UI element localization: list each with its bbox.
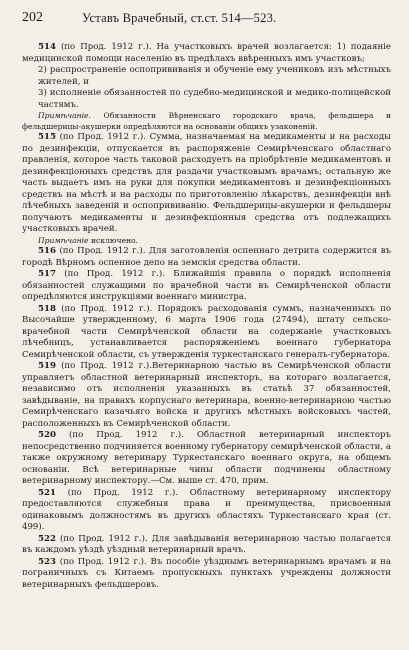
article-516 [22, 246, 391, 269]
running-title: Уставъ Врачебный, ст.ст. 514—523. [82, 11, 277, 25]
article-number: 516 [38, 246, 56, 257]
article-523 [22, 557, 391, 592]
article-521 [22, 488, 391, 534]
article-text: (по Прод. 1912 г.). Ближайшія правила о порядкѣ исполненія обязанностей служащими по врачебной части въ Семирѣченской области опредѣляются инструкціями военнаго министра. [22, 269, 391, 303]
article-text: (по Прод. 1912 г.). Для завѣдыванія ветеринарною частью полагается въ каждомъ уѣздѣ уѣздный ветеринарный врачъ. [22, 533, 391, 556]
article-text: (по Прод. 1912 г.). Сумма, назначаемая на медикаменты и на расходы по дезинфекціи, отпускается въ распоряженіе Семирѣченскаго областнаго правленія, которое часть таковой расходуетъ на пріобрѣтеніе медикаментовъ и дезинфекціонныхъ средствъ для раздачи участковымъ врачамъ; остальную же часть выдаетъ имъ на руки для покупки медикаментовъ и дезинфекціонныхъ средствъ на мѣстѣ и на расходы по приготовленію лѣкарствъ, дезинфекціи внѣ лѣчебныхъ заведеній и оспопрививанію. Фельдшерицы-акушерки и фельдшеры получаютъ медикаменты и дезинфекціонныя средства отъ подлежащихъ участковыхъ врачей. [22, 132, 391, 235]
article-514 [22, 42, 391, 65]
document-body [22, 42, 391, 591]
article-520 [22, 430, 391, 488]
article-text: 3) исполненіе обязанностей по судебно-медицинской и медико-полицейской частямъ. [38, 88, 391, 110]
article-text: (по Прод. 1912 г.). Порядокъ расходованія суммъ, назначенныхъ по Высочайше утвержденному, 6 марта 1906 года (27494), штату сельско-врачебной части Семирѣченской области на содержаніе участковыхъ лѣчебницъ, устанавливается распоряженіемъ военнаго губернатора Семирѣченской области, съ утвержденія туркестанскаго генералъ-губернатора. [22, 303, 391, 360]
article-number: 515 [38, 132, 56, 143]
article-number: 523 [38, 556, 56, 567]
article-number: 522 [38, 533, 56, 544]
article-517 [22, 269, 391, 304]
article-number: 514 [38, 42, 56, 52]
article-number: 520 [38, 430, 56, 441]
article-text: (по Прод. 1912 г.). Областному ветеринарному инспектору предоставляются служебныя права и преимущества, присвоенныя одинаковымъ должностямъ въ другихъ областяхъ Туркестанскаго края (ст. 499). [22, 487, 391, 533]
article-number: 519 [38, 361, 56, 372]
article-514-item-2 [22, 65, 391, 88]
article-518 [22, 304, 391, 362]
article-number: 518 [38, 303, 56, 314]
note-label: Примѣчаніе [38, 235, 89, 245]
article-519 [22, 361, 391, 430]
article-number: 517 [38, 269, 56, 280]
page-number: 202 [22, 10, 43, 25]
article-522 [22, 534, 391, 557]
note-text: исключено. [90, 235, 139, 245]
article-515-note [22, 236, 391, 247]
note-text: Обязанности Вѣрненскаго городскаго врача, фельдшера и фельдшерицы-акушерки опредѣляются на основаніи общихъ узаконеній. [22, 111, 392, 131]
article-text: (по Прод. 1912 г.). Для заготовленія оспеннаго детрита содержится въ городѣ Вѣрномъ оспенное депо на земскія средства области. [22, 246, 392, 268]
article-number: 521 [38, 487, 56, 498]
article-text: (по Прод. 1912 г.).Ветеринарною частью въ Семирѣченской области управляетъ областной ветеринарный инспекторъ, на котораго возлагается, независимо отъ исполненія указанныхъ въ статьѣ 37 обязанностей, завѣдываніе, на правахъ корпуснаго ветеринара, военно-ветеринарною частью Семирѣченскаго казачьяго войска и другихъ мѣстныхъ войсковыхъ частей, расположенныхъ въ Семирѣченской области. [22, 361, 391, 429]
article-text: 2) распространеніе оспопрививанія и обученіе ему учениковъ изъ мѣстныхъ жителей, и [38, 65, 391, 87]
note-label: Примѣчаніе. [38, 111, 91, 120]
article-515 [22, 132, 391, 236]
article-514-item-3 [22, 88, 391, 111]
article-text: (по Прод. 1912 г.). Въ пособіе уѣзднымъ ветеринарнымъ врачамъ и на пограничныхъ съ Китаемъ пропускныхъ пунктахъ учреждены должности ветеринарныхъ фельдшеровъ. [22, 556, 391, 590]
page-header [22, 6, 391, 30]
article-514-note [22, 111, 391, 132]
article-text: (по Прод. 1912 г.). Областной ветеринарный инспекторъ непосредственно подчиняется военному губернатору семирѣченской области, а также окружному ветеринару Туркестанскаго военнаго округа, на общемъ основаніи. Всѣ ветеринарные чины области подчинены областному ветеринарному инспектору.—См. выше ст. 470, прим. [22, 430, 391, 487]
article-text: (по Прод. 1912 г.). На участковыхъ врачей возлагается: 1) подаяніе медицинской помощи населенію въ предѣлахъ ввѣренныхъ имъ участковъ; [22, 42, 392, 64]
